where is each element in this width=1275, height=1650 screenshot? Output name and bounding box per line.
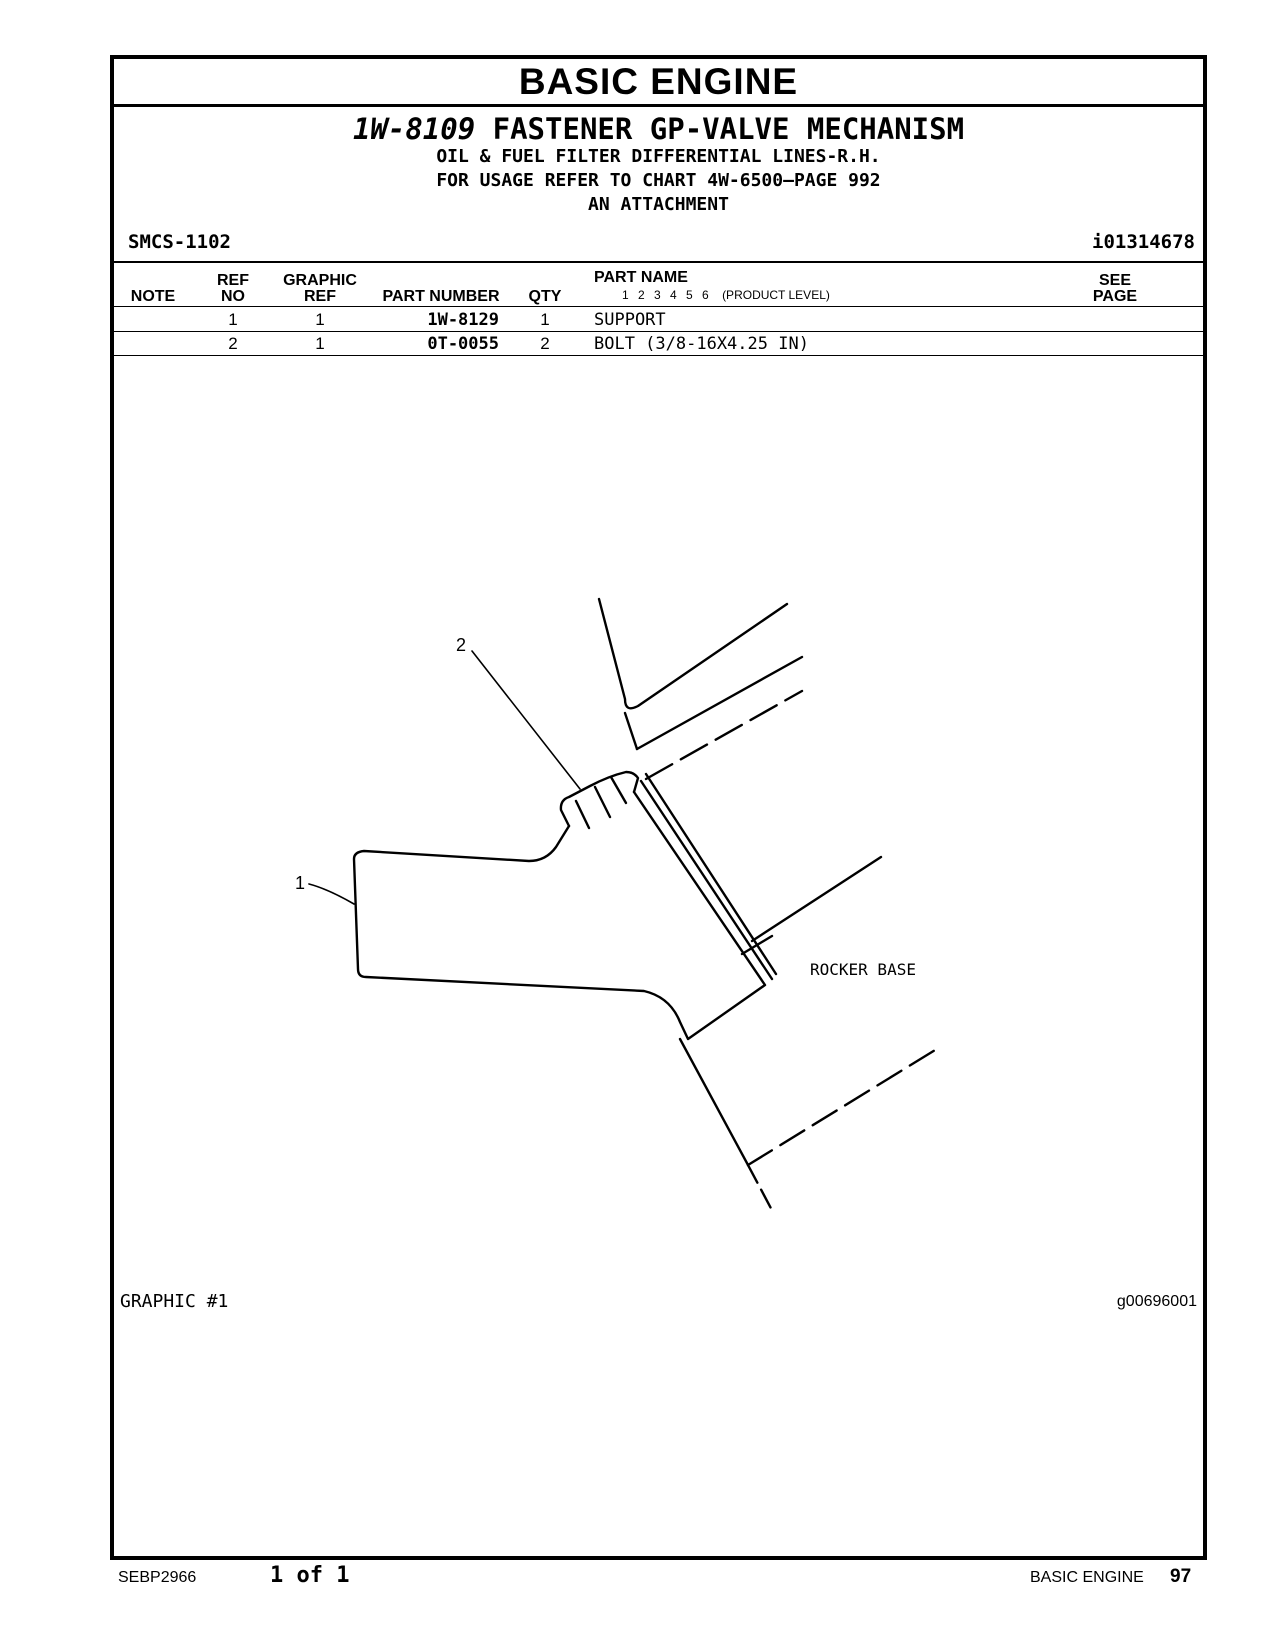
bolt-head-facet3 [611, 777, 626, 803]
col-head-graphic-ref-line1: GRAPHIC [283, 272, 357, 289]
col-head-graphic-ref-line2: REF [304, 288, 336, 305]
product-level-label: (PRODUCT LEVEL) [722, 288, 830, 302]
product-level-numbers: 1 2 3 4 5 6 [622, 288, 709, 302]
col-head-qty: QTY [528, 288, 562, 305]
section-title: BASIC ENGINE [114, 59, 1203, 107]
rocker-base-label: ROCKER BASE [810, 960, 916, 979]
row-graphic-ref: 1 [315, 310, 325, 329]
callout-2: 2 [456, 635, 467, 655]
row-qty: 1 [540, 310, 550, 329]
footer-doc-number: SEBP2966 [118, 1569, 197, 1586]
col-head-see-page-line1: SEE [1098, 272, 1131, 289]
lower-base-upper-edge [752, 857, 881, 941]
col-head-note: NOTE [130, 288, 176, 305]
support-inner-edge [641, 781, 772, 979]
graphic-id: g00696001 [1116, 1293, 1197, 1310]
group-subtitle-3: AN ATTACHMENT [588, 194, 729, 215]
support-outline [354, 792, 765, 1039]
info-id: i01314678 [1092, 231, 1195, 253]
upper-base-lower-edge [637, 657, 802, 749]
page-frame [110, 55, 1207, 1560]
row-part-name: BOLT (3/8-16X4.25 IN) [594, 334, 809, 354]
group-subtitle-2: FOR USAGE REFER TO CHART 4W-6500—PAGE 992 [436, 170, 881, 191]
row-part-number: 1W-8129 [427, 310, 499, 330]
row-ref-no: 1 [228, 310, 238, 329]
row-qty: 2 [540, 334, 550, 353]
row-graphic-ref: 1 [315, 334, 325, 353]
col-head-part-number: PART NUMBER [382, 288, 500, 305]
footer-page-count: 1 of 1 [270, 1563, 350, 1588]
group-subtitle-1: OIL & FUEL FILTER DIFFERENTIAL LINES-R.H. [436, 146, 881, 167]
bolt-head-facet2 [595, 787, 610, 817]
callout-leader-1 [309, 884, 354, 904]
row-part-number: 0T-0055 [427, 334, 499, 354]
lower-base-side [680, 1039, 748, 1165]
col-head-see-page-line2: PAGE [1092, 288, 1138, 305]
col-head-ref-no-line1: REF [217, 272, 249, 289]
footer-section: BASIC ENGINE [1030, 1569, 1144, 1586]
col-head-ref-no-line2: NO [221, 288, 245, 305]
row-part-name: SUPPORT [594, 310, 666, 330]
row-ref-no: 2 [228, 334, 238, 353]
lower-base-tail [748, 1165, 774, 1214]
smcs-code: SMCS-1102 [128, 231, 231, 253]
parts-drawing [114, 59, 1203, 1556]
graphic-label: GRAPHIC #1 [120, 1291, 229, 1312]
upper-base-outline [599, 599, 787, 708]
upper-base-edge-dashed [646, 691, 802, 779]
bolt-head-facet1 [576, 801, 589, 828]
footer-page-number: 97 [1170, 1566, 1192, 1587]
upper-base-side [625, 713, 637, 749]
group-part-number: 1W-8109 [352, 112, 476, 146]
callout-1: 1 [295, 873, 306, 893]
col-head-part-name: PART NAME [594, 269, 688, 286]
group-name: FASTENER GP-VALVE MECHANISM [492, 112, 965, 146]
callout-leader-2 [472, 651, 580, 789]
lower-base-lower-edge [748, 1047, 940, 1165]
